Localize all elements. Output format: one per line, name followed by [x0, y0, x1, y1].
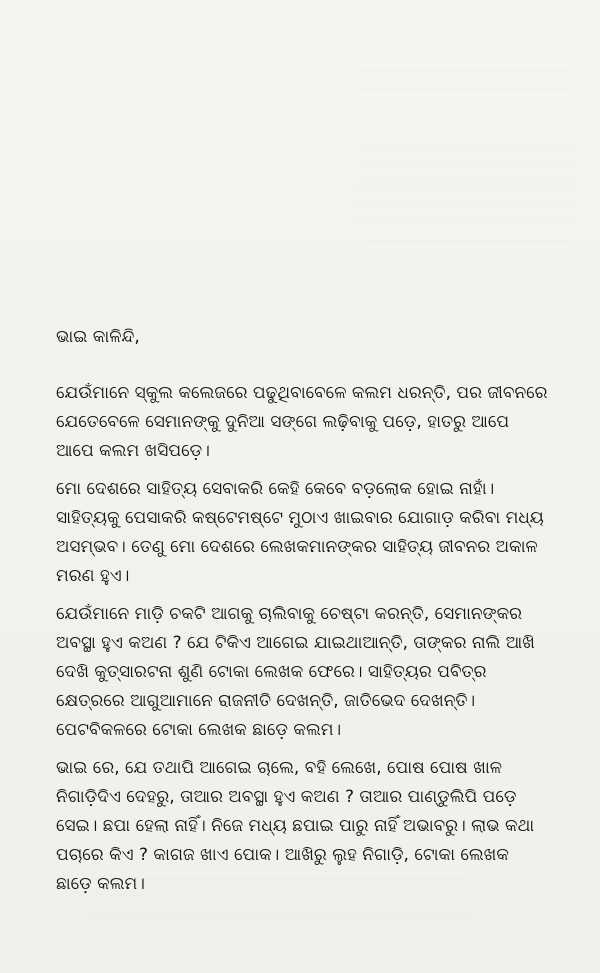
salutation: ଭାଇ କାଳିନ୍ଦି, — [56, 327, 140, 347]
paragraph-1: ଯେଉଁମାନେ ସ୍କୁଲ କଲେଜରେ ପଢୁଥିବାବେଳେ କଲମ ଧରନ୍ତି, ପର ଜୀବନରେ ଯେତେବେଳେ ସେମାନଙ୍କୁ ଦୁନିଆ ସଙ୍ଗେ ଲଢ଼ିବାକୁ ପଡ଼େ, ହାତରୁ ଆପେ ଆପେ କଲମ ଖସିପଡ଼େ। — [56, 383, 548, 461]
paragraph-2: ମୋ ଦେଶରେ ସାହିତ୍ୟ ସେବାକରି କେହି କେବେ ବଡ଼ଲୋକ ହୋଇ ନାହାଁ। ସାହିତ୍ୟକୁ ପେସାକରି କଷ୍ଟେମଷ୍ଟେ ମୁଠାଏ ଖାଇବାର ଯୋଗାଡ଼ କରିବା ମଧ୍ୟ ଅସମ୍ଭବ। ତେଣୁ ମୋ ଦେଶରେ ଲେଖକମାନଙ୍କର ସାହିତ୍ୟ ଜୀବନର ଅକାଳ ମରଣ ହୁଏ। — [56, 479, 544, 586]
faint-reverse-text-top — [360, 20, 570, 280]
paragraph-3: ଯେଉଁମାନେ ମାଡ଼ି ଚକଟି ଆଗକୁ ଚାଲିବାକୁ ଚେଷ୍ଟା କରନ୍ତି, ସେମାନଙ୍କର ଅବସ୍ଥା ହୁଏ କଅଣ ? ଯେ ଟିକିଏ ଆଗେଇ ଯାଇଥାଆନ୍ତି, ତାଙ୍କର ନାଲି ଆଖି ଦେଖି କୁତ୍ସାରଟନା ଶୁଣି ଟୋକା ଲେଖକ ଫେରେ। ସାହିତ୍ୟର ପବିତ୍ର କ୍ଷେତ୍ରରେ ଆଗୁଆମାନେ ରାଜନୀତି ଦେଖନ୍ତି, ଜାତିଭେଦ ଦେଖନ୍ତି। ପେଟବିକଳରେ ଟୋକା ଲେଖକ ଛାଡ଼େ କଲମ। — [56, 604, 535, 740]
paragraph-4: ଭାଇ ରେ, ଯେ ତଥାପି ଆଗେଇ ଚାଲେ, ବହି ଲେଖେ, ପୋଷ ପୋଷ ଖାଳ ନିଗାଡ଼ିଦିଏ ଦେହରୁ, ତାଆର ଅବସ୍ଥା ହୁଏ କଅଣ ? ତାଆର ପାଣ୍ଡୁଲିପି ପଡ଼େ ସେଇ। ଛପା ହେଲା ନାହିଁ। ନିଜେ ମଧ୍ୟ ଛପାଇ ପାରୁ ନାହିଁ ଅଭାବରୁ। ଲାଭ କଥା ପଚାରେ କିଏ ? କାଗଜ ଖାଏ ପୋକ। ଆଖିରୁ ଲୁହ ନିଗାଡ଼ି, ଟୋକା ଲେଖକ ଛାଡ଼େ କଲମ। — [56, 758, 535, 894]
